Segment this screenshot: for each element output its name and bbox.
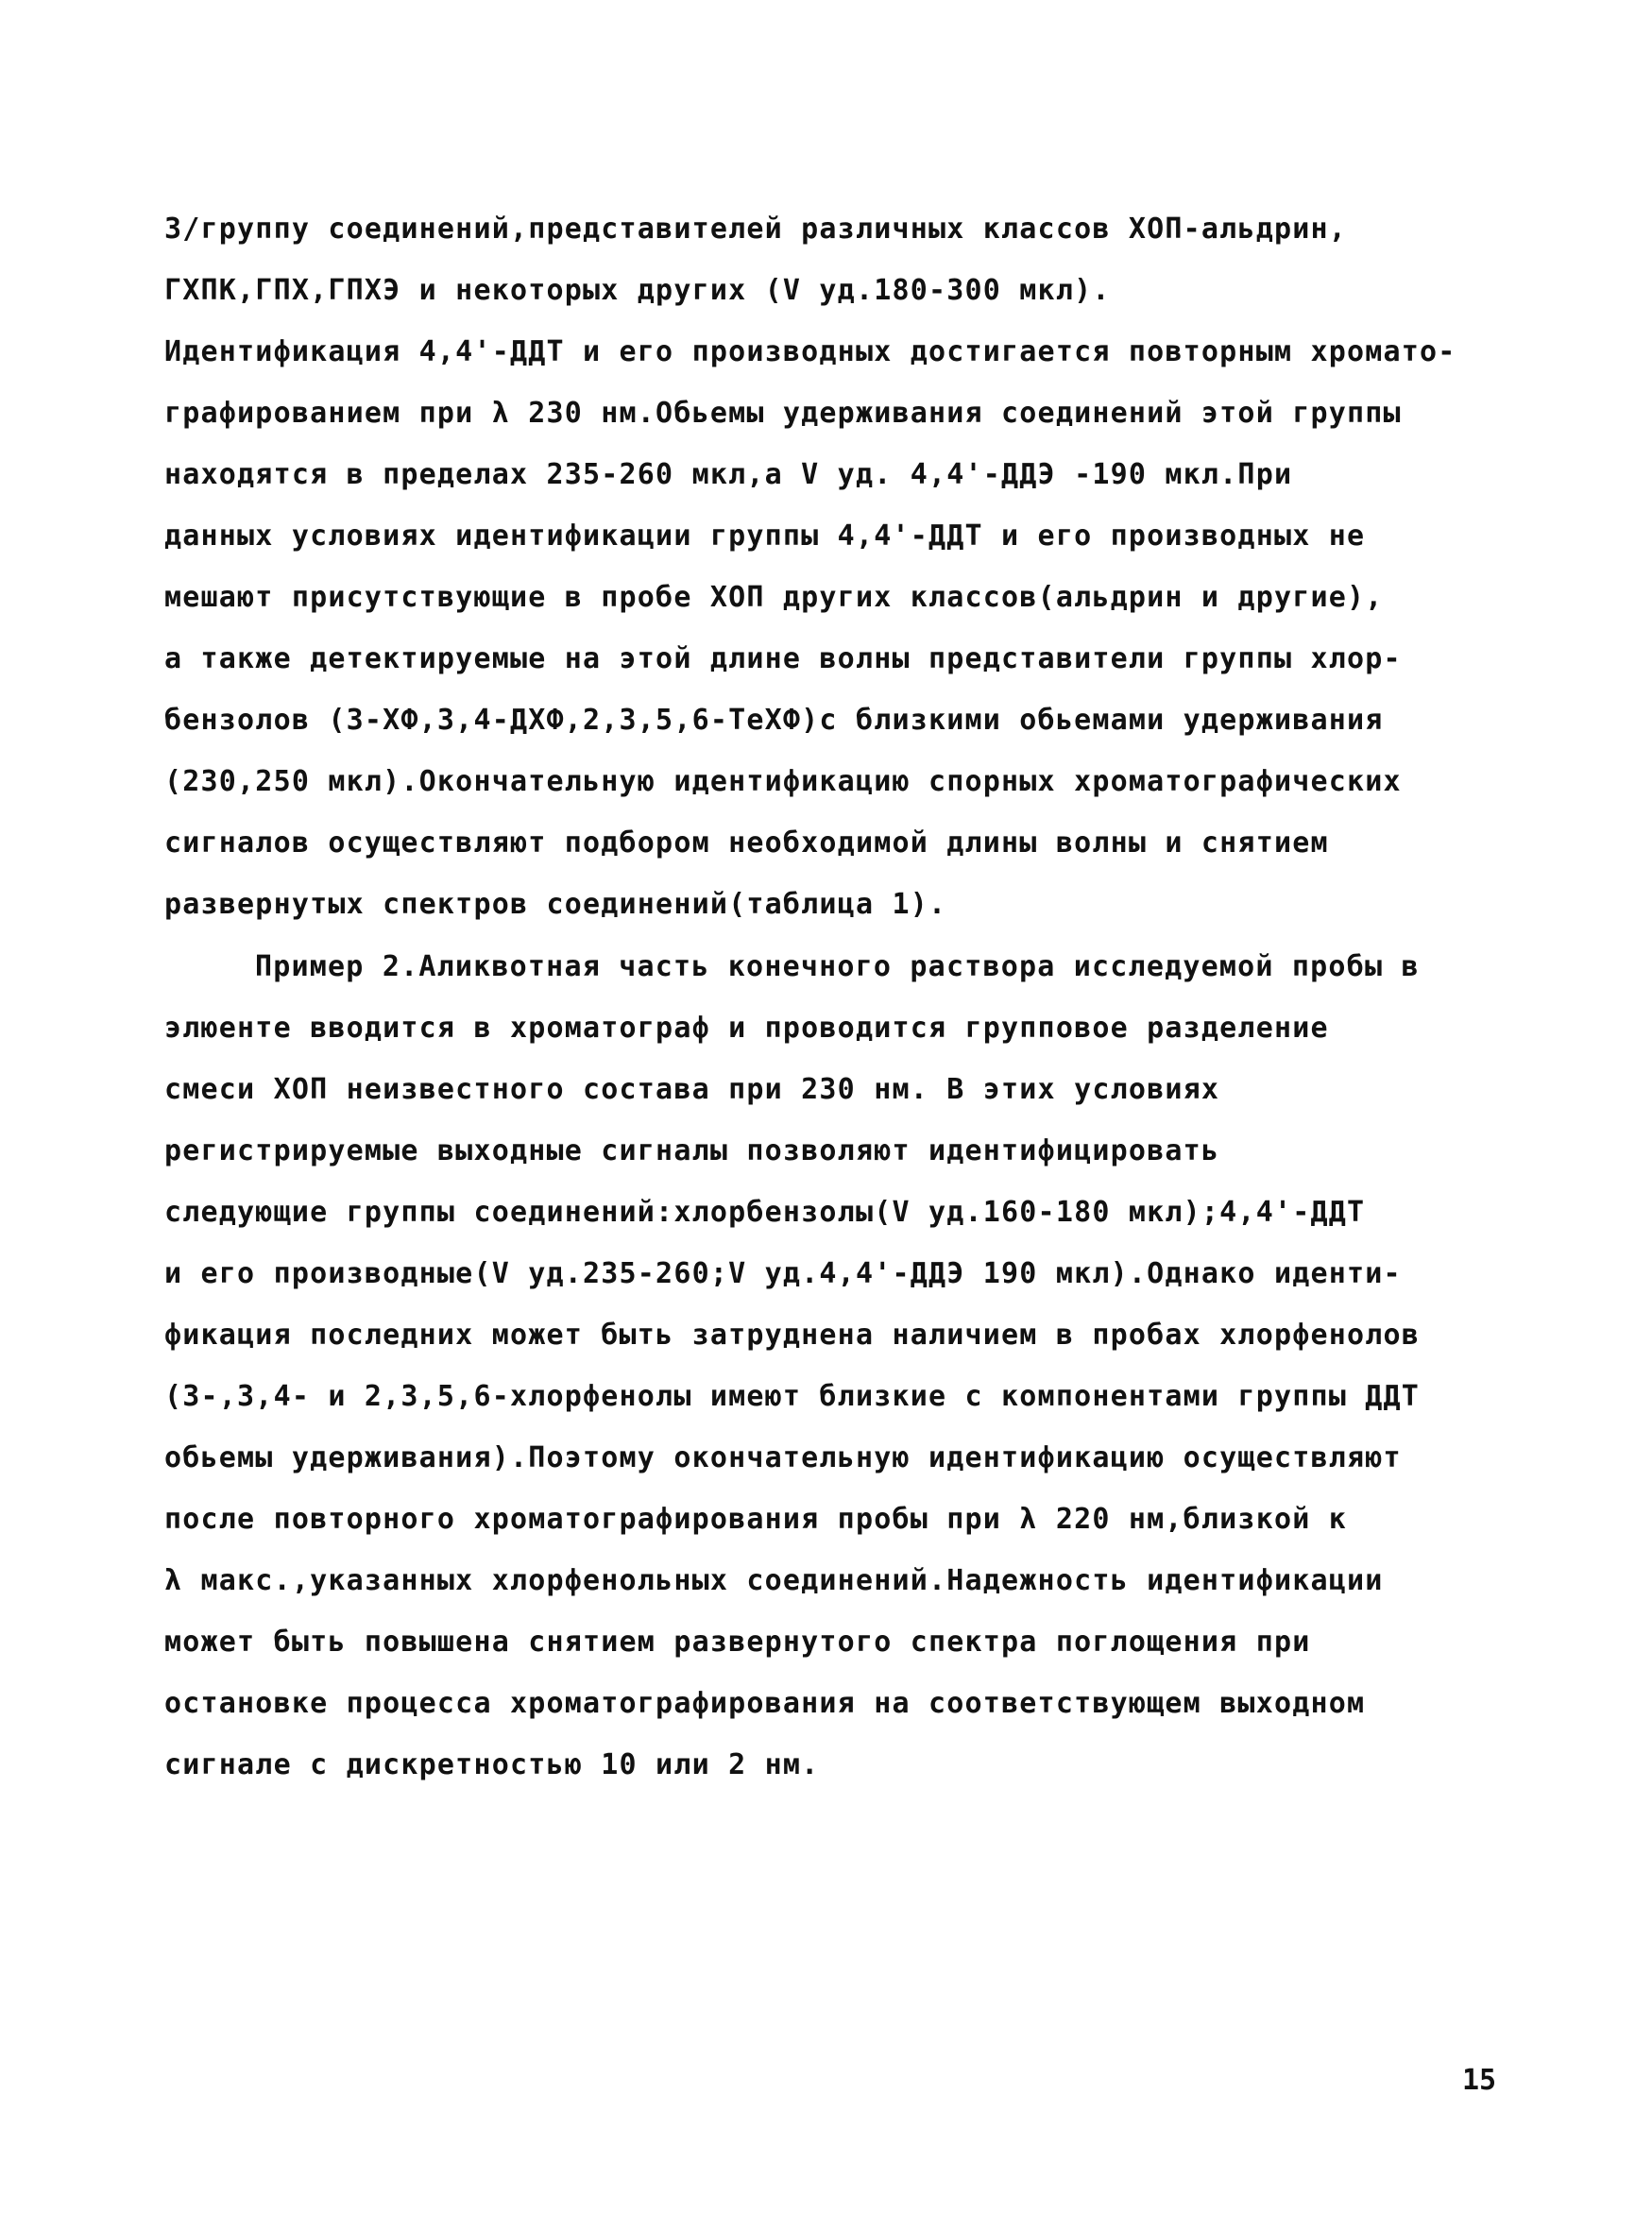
text-line-26: сигнале с дискретностью 10 или 2 нм. — [164, 1748, 820, 1781]
text-line-9: бензолов (3-ХФ,3,4-ДХФ,2,3,5,6-ТеХФ)с близкими обьемами удерживания — [164, 704, 1384, 737]
text-line-5: находятся в пределах 235-260 мкл,а V уд. 4,4'-ДДЭ -190 мкл.При — [164, 458, 1293, 491]
text-line-12: развернутых спектров соединений(таблица 1). — [164, 888, 947, 921]
text-line-3: Идентификация 4,4'-ДДТ и его производных достигается повторным хромато- — [164, 335, 1456, 368]
page-number: 15 — [1462, 2064, 1497, 2097]
text-line-13: Пример 2.Аликвотная часть конечного раствора исследуемой пробы в — [255, 950, 1420, 983]
text-line-4: графированием при λ 230 нм.Обьемы удерживания соединений этой группы — [164, 397, 1402, 430]
text-line-23: λ макс.,указанных хлорфенольных соединений.Надежность идентификации — [164, 1564, 1384, 1597]
text-line-10: (230,250 мкл).Окончательную идентификацию спорных хроматографических — [164, 765, 1402, 798]
text-line-18: и его производные(V уд.235-260;V уд.4,4'-ДДЭ 190 мкл).Однако иденти- — [164, 1257, 1402, 1290]
text-line-14: элюенте вводится в хроматограф и проводится групповое разделение — [164, 1012, 1329, 1045]
text-line-16: регистрируемые выходные сигналы позволяют идентифицировать — [164, 1134, 1220, 1167]
text-line-25: остановке процесса хроматографирования на соответствующем выходном — [164, 1687, 1366, 1720]
text-line-6: данных условиях идентификации группы 4,4'-ДДТ и его производных не — [164, 519, 1366, 553]
text-line-22: после повторного хроматографирования пробы при λ 220 нм,близкой к — [164, 1503, 1347, 1536]
text-line-21: обьемы удерживания).Поэтому окончательную идентификацию осуществляют — [164, 1441, 1402, 1474]
text-line-17: следующие группы соединений:хлорбензолы(V уд.160-180 мкл);4,4'-ДДТ — [164, 1196, 1366, 1229]
text-line-7: мешают присутствующие в пробе ХОП других классов(альдрин и другие), — [164, 581, 1384, 614]
text-line-2: ГХПК,ГПХ,ГПХЭ и некоторых других (V уд.180-300 мкл). — [164, 274, 1111, 307]
text-line-15: смеси ХОП неизвестного состава при 230 нм. В этих условиях — [164, 1073, 1220, 1106]
text-line-11: сигналов осуществляют подбором необходимой длины волны и снятием — [164, 826, 1329, 860]
text-line-20: (3-,3,4- и 2,3,5,6-хлорфенолы имеют близкие с компонентами группы ДДТ — [164, 1380, 1421, 1413]
text-line-8: а также детектируемые на этой длине волны представители группы хлор- — [164, 642, 1402, 675]
text-line-19: фикация последних может быть затруднена наличием в пробах хлорфенолов — [164, 1319, 1421, 1352]
text-line-1: 3/группу соединений,представителей различных классов ХОП-альдрин, — [164, 213, 1347, 246]
text-line-24: может быть повышена снятием развернутого спектра поглощения при — [164, 1626, 1311, 1659]
